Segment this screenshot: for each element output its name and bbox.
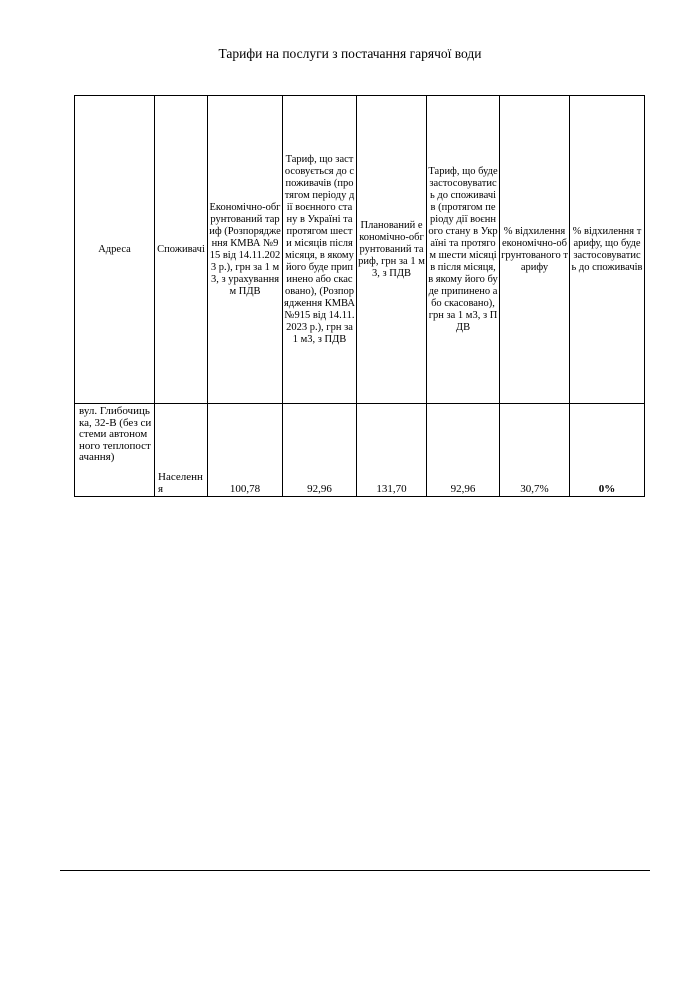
table-header-row (75, 96, 645, 404)
cell-consumer: Населення (155, 404, 208, 497)
header-econ-deviation: % відхилення економічно-обгрунтованого тарифу (500, 96, 570, 404)
cell-applied-tariff: 92,96 (283, 404, 357, 497)
footer-divider (60, 870, 650, 871)
cell-econ-tariff: 100,78 (208, 404, 283, 497)
header-address: Адреса (75, 96, 155, 404)
document-title: Тарифи на послуги з постачання гарячої води (218, 46, 482, 61)
header-applied-tariff: Тариф, що застосовується до споживачів (протягом періоду дії воєнного стану в Україні та протягом шести місяців після місяця, в якому його буде припинено або скасовано), (Розпорядження КМВА №915 від 14.11.2023 р.), грн за 1 м3, з ПДВ (283, 96, 357, 404)
cell-address: вул. Глибочицька, 32-В (без системи автономного теплопостачання) (75, 404, 155, 497)
tariff-table (74, 95, 645, 497)
header-consumers: Споживачі (155, 96, 208, 404)
cell-future-tariff: 92,96 (427, 404, 500, 497)
cell-tariff-deviation: 0% (570, 404, 645, 497)
cell-econ-deviation: 30,7% (500, 404, 570, 497)
header-planned-econ-tariff: Планований економічно-обгрунтований тариф, грн за 1 м3, з ПДВ (357, 96, 427, 404)
header-econ-tariff: Економічно-обгрунтований тариф (Розпорядження КМВА №915 від 14.11.2023 р.), грн за 1 м3, з урахуванням ПДВ (208, 96, 283, 404)
header-future-tariff: Тариф, що буде застосовуватись до споживачів (протягом періоду дії воєнного стану в Україні та протягом шести місяців після місяця, в якому його буде припинено або скасовано), грн за 1 м3, з ПДВ (427, 96, 500, 404)
table-row (75, 404, 645, 497)
cell-planned-econ-tariff: 131,70 (357, 404, 427, 497)
header-tariff-deviation: % відхилення тарифу, що буде застосовуватись до споживачів (570, 96, 645, 404)
